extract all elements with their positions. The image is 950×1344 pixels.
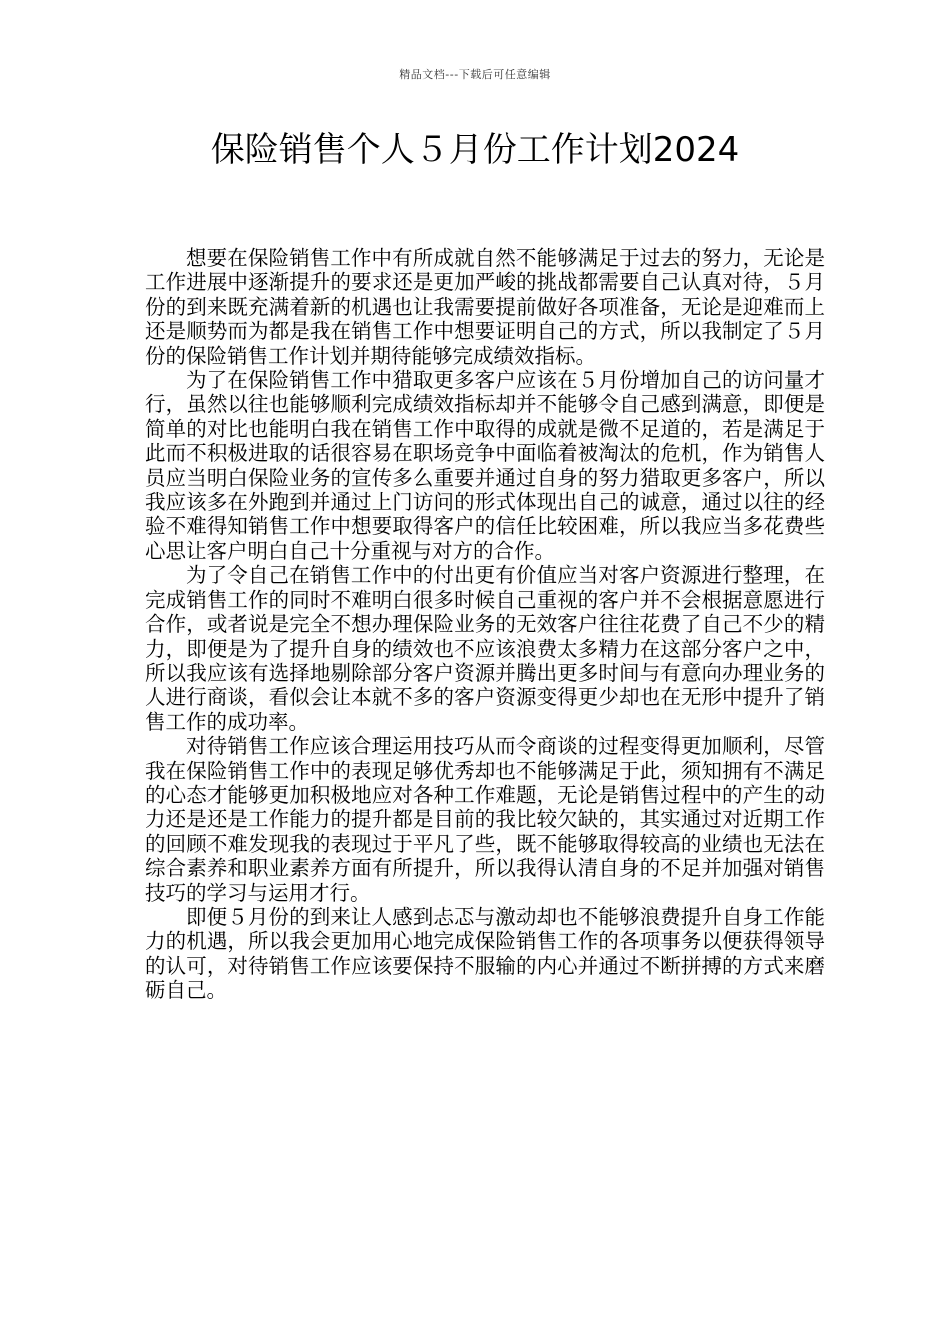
document-body: [145, 246, 825, 1003]
body-paragraph-1: 想要在保险销售工作中有所成就自然不能够满足于过去的努力，无论是工作进展中逐渐提升的要求还是更加严峻的挑战都需要自己认真对待，５月份的到来既充满着新的机遇也让我需要提前做好各项准备，无论是迎难而上还是顺势而为都是我在销售工作中想要证明自己的方式，所以我制定了５月份的保险销售工作计划并期待能够完成绩效指标。: [145, 246, 825, 368]
body-paragraph-5: 即便５月份的到来让人感到忐忑与激动却也不能够浪费提升自身工作能力的机遇，所以我会更加用心地完成保险销售工作的各项事务以便获得领导的认可，对待销售工作应该要保持不服输的内心并通过不断拼搏的方式来磨砺自己。: [145, 904, 825, 1003]
body-paragraph-3: 为了令自己在销售工作中的付出更有价值应当对客户资源进行整理，在完成销售工作的同时不难明白很多时候自己重视的客户并不会根据意愿进行合作，或者说是完全不想办理保险业务的无效客户往往花费了自己不少的精力，即便是为了提升自身的绩效也不应该浪费太多精力在这部分客户之中，所以我应该有选择地剔除部分客户资源并腾出更多时间与有意向办理业务的人进行商谈，看似会让本就不多的客户资源变得更少却也在无形中提升了销售工作的成功率。: [145, 563, 825, 734]
page-header-note: 精品文档---下载后可任意编辑: [399, 68, 551, 81]
document-title: 保险销售个人５月份工作计划2024: [210, 130, 740, 170]
body-paragraph-4: 对待销售工作应该合理运用技巧从而令商谈的过程变得更加顺利，尽管我在保险销售工作中的表现足够优秀却也不能够满足于此，须知拥有不满足的心态才能够更加积极地应对各种工作难题，无论是销售过程中的产生的动力还是还是工作能力的提升都是目前的我比较欠缺的，其实通过对近期工作的回顾不难发现我的表现过于平凡了些，既不能够取得较高的业绩也无法在综合素养和职业素养方面有所提升，所以我得认清自身的不足并加强对销售技巧的学习与运用才行。: [145, 734, 825, 905]
body-paragraph-2: 为了在保险销售工作中猎取更多客户应该在５月份增加自己的访问量才行，虽然以往也能够顺利完成绩效指标却并不能够令自己感到满意，即便是简单的对比也能明白我在销售工作中取得的成就是微不足道的，若是满足于此而不积极进取的话很容易在职场竞争中面临着被淘汰的危机，作为销售人员应当明白保险业务的宣传多么重要并通过自身的努力猎取更多客户，所以我应该多在外跑到并通过上门访问的形式体现出自己的诚意，通过以往的经验不难得知销售工作中想要取得客户的信任比较困难，所以我应当多花费些心思让客户明白自己十分重视与对方的合作。: [145, 368, 825, 563]
